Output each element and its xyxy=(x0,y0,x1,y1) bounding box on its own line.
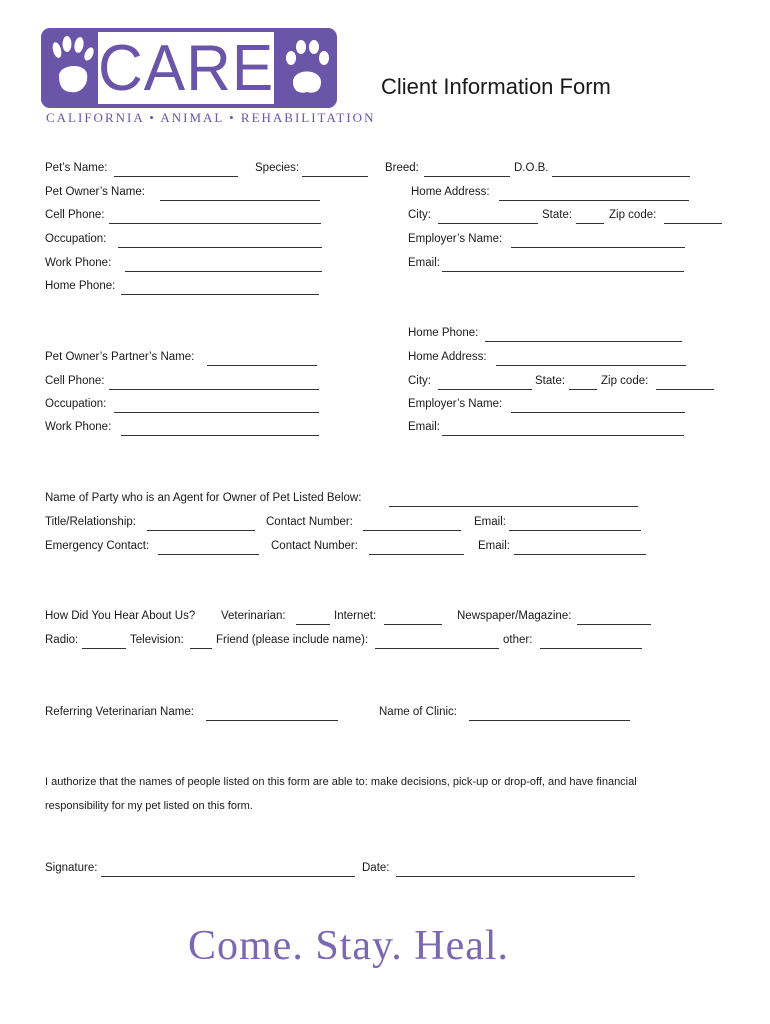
logo-tagline: CALIFORNIA • ANIMAL • REHABILITATION xyxy=(46,110,376,125)
title-relationship-label: Title/Relationship: xyxy=(45,516,136,528)
partner-email-field[interactable] xyxy=(442,435,684,436)
breed-label: Breed: xyxy=(385,162,419,174)
partner-state-field[interactable] xyxy=(569,389,597,390)
occupation-field[interactable] xyxy=(118,247,322,248)
emergency-contact-field[interactable] xyxy=(158,554,259,555)
emergency-contact-number-label: Contact Number: xyxy=(271,540,358,552)
paw-print-right-icon xyxy=(283,38,331,100)
state-label: State: xyxy=(542,209,573,221)
home-phone-label: Home Phone: xyxy=(45,280,116,292)
home-address-label: Home Address: xyxy=(411,186,490,198)
species-label: Species: xyxy=(255,162,300,174)
partner-employer-field[interactable] xyxy=(511,412,685,413)
newspaper-label: Newspaper/Magazine: xyxy=(457,610,572,622)
cell-phone-field[interactable] xyxy=(109,223,321,224)
signature-label: Signature: xyxy=(45,862,98,874)
agent-email-label: Email: xyxy=(474,516,506,528)
partner-name-field[interactable] xyxy=(207,365,317,366)
owner-name-label: Pet Owner’s Name: xyxy=(45,186,145,198)
state-field[interactable] xyxy=(576,223,604,224)
date-field[interactable] xyxy=(396,876,635,877)
email-label: Email: xyxy=(408,257,440,269)
partner-zip-field[interactable] xyxy=(656,389,714,390)
form-title: Client Information Form xyxy=(381,74,611,99)
internet-field[interactable] xyxy=(384,624,442,625)
partner-cell-phone-field[interactable] xyxy=(109,389,319,390)
referring-vet-label: Referring Veterinarian Name: xyxy=(45,706,194,718)
partner-email-label: Email: xyxy=(408,421,440,433)
zip-label: Zip code: xyxy=(609,209,657,221)
emergency-email-label: Email: xyxy=(478,540,510,552)
partner-zip-label: Zip code: xyxy=(601,375,649,387)
owner-name-field[interactable] xyxy=(160,200,320,201)
partner-city-field[interactable] xyxy=(438,389,532,390)
radio-label: Radio: xyxy=(45,634,79,646)
partner-city-label: City: xyxy=(408,375,431,387)
partner-home-address-field[interactable] xyxy=(496,365,686,366)
friend-label: Friend (please include name): xyxy=(216,634,369,646)
date-label: Date: xyxy=(362,862,390,874)
logo-wordmark: CARE xyxy=(98,32,275,105)
other-label: other: xyxy=(503,634,533,646)
partner-employer-label: Employer’s Name: xyxy=(408,398,503,410)
partner-name-label: Pet Owner’s Partner’s Name: xyxy=(45,351,195,363)
referring-vet-field[interactable] xyxy=(206,720,338,721)
pets-name-field[interactable] xyxy=(114,176,238,177)
emergency-contact-label: Emergency Contact: xyxy=(45,540,150,552)
agent-name-field[interactable] xyxy=(389,506,638,507)
home-phone-field[interactable] xyxy=(121,294,319,295)
home-address-field[interactable] xyxy=(499,200,689,201)
logo-text-panel xyxy=(98,32,274,104)
television-field[interactable] xyxy=(190,648,212,649)
friend-field[interactable] xyxy=(375,648,499,649)
cell-phone-label: Cell Phone: xyxy=(45,209,105,221)
pets-name-label: Pet’s Name: xyxy=(45,162,108,174)
dob-label: D.O.B. xyxy=(514,162,549,174)
internet-label: Internet: xyxy=(334,610,377,622)
dob-field[interactable] xyxy=(552,176,690,177)
partner-home-phone-field[interactable] xyxy=(485,341,682,342)
email-field[interactable] xyxy=(442,271,684,272)
slogan: Come. Stay. Heal. xyxy=(188,923,510,969)
other-field[interactable] xyxy=(540,648,642,649)
partner-work-phone-label: Work Phone: xyxy=(45,421,112,433)
work-phone-field[interactable] xyxy=(125,271,322,272)
partner-home-phone-label: Home Phone: xyxy=(408,327,479,339)
partner-occupation-label: Occupation: xyxy=(45,398,107,410)
city-label: City: xyxy=(408,209,431,221)
partner-state-label: State: xyxy=(535,375,566,387)
emergency-contact-number-field[interactable] xyxy=(369,554,464,555)
paw-print-left-icon xyxy=(49,36,95,100)
authorization-line-2: responsibility for my pet listed on this form. xyxy=(45,800,253,812)
employer-label: Employer’s Name: xyxy=(408,233,503,245)
authorization-line-1: I authorize that the names of people listed on this form are able to: make decisions, pick-up or drop-off, and have financial xyxy=(45,776,637,788)
care-logo xyxy=(41,28,337,108)
clinic-label: Name of Clinic: xyxy=(379,706,457,718)
how-heard-label: How Did You Hear About Us? xyxy=(45,610,196,622)
city-field[interactable] xyxy=(438,223,538,224)
emergency-email-field[interactable] xyxy=(514,554,646,555)
title-relationship-field[interactable] xyxy=(147,530,255,531)
clinic-field[interactable] xyxy=(469,720,630,721)
breed-field[interactable] xyxy=(424,176,510,177)
agent-contact-number-field[interactable] xyxy=(363,530,461,531)
partner-cell-phone-label: Cell Phone: xyxy=(45,375,105,387)
veterinarian-label: Veterinarian: xyxy=(221,610,286,622)
agent-name-label: Name of Party who is an Agent for Owner of Pet Listed Below: xyxy=(45,492,362,504)
agent-contact-number-label: Contact Number: xyxy=(266,516,353,528)
partner-occupation-field[interactable] xyxy=(114,412,319,413)
employer-field[interactable] xyxy=(511,247,685,248)
zip-field[interactable] xyxy=(664,223,722,224)
signature-field[interactable] xyxy=(101,876,355,877)
work-phone-label: Work Phone: xyxy=(45,257,112,269)
occupation-label: Occupation: xyxy=(45,233,107,245)
partner-home-address-label: Home Address: xyxy=(408,351,487,363)
agent-email-field[interactable] xyxy=(509,530,641,531)
species-field[interactable] xyxy=(302,176,368,177)
partner-work-phone-field[interactable] xyxy=(121,435,319,436)
newspaper-field[interactable] xyxy=(577,624,651,625)
veterinarian-field[interactable] xyxy=(296,624,330,625)
radio-field[interactable] xyxy=(82,648,126,649)
television-label: Television: xyxy=(130,634,184,646)
